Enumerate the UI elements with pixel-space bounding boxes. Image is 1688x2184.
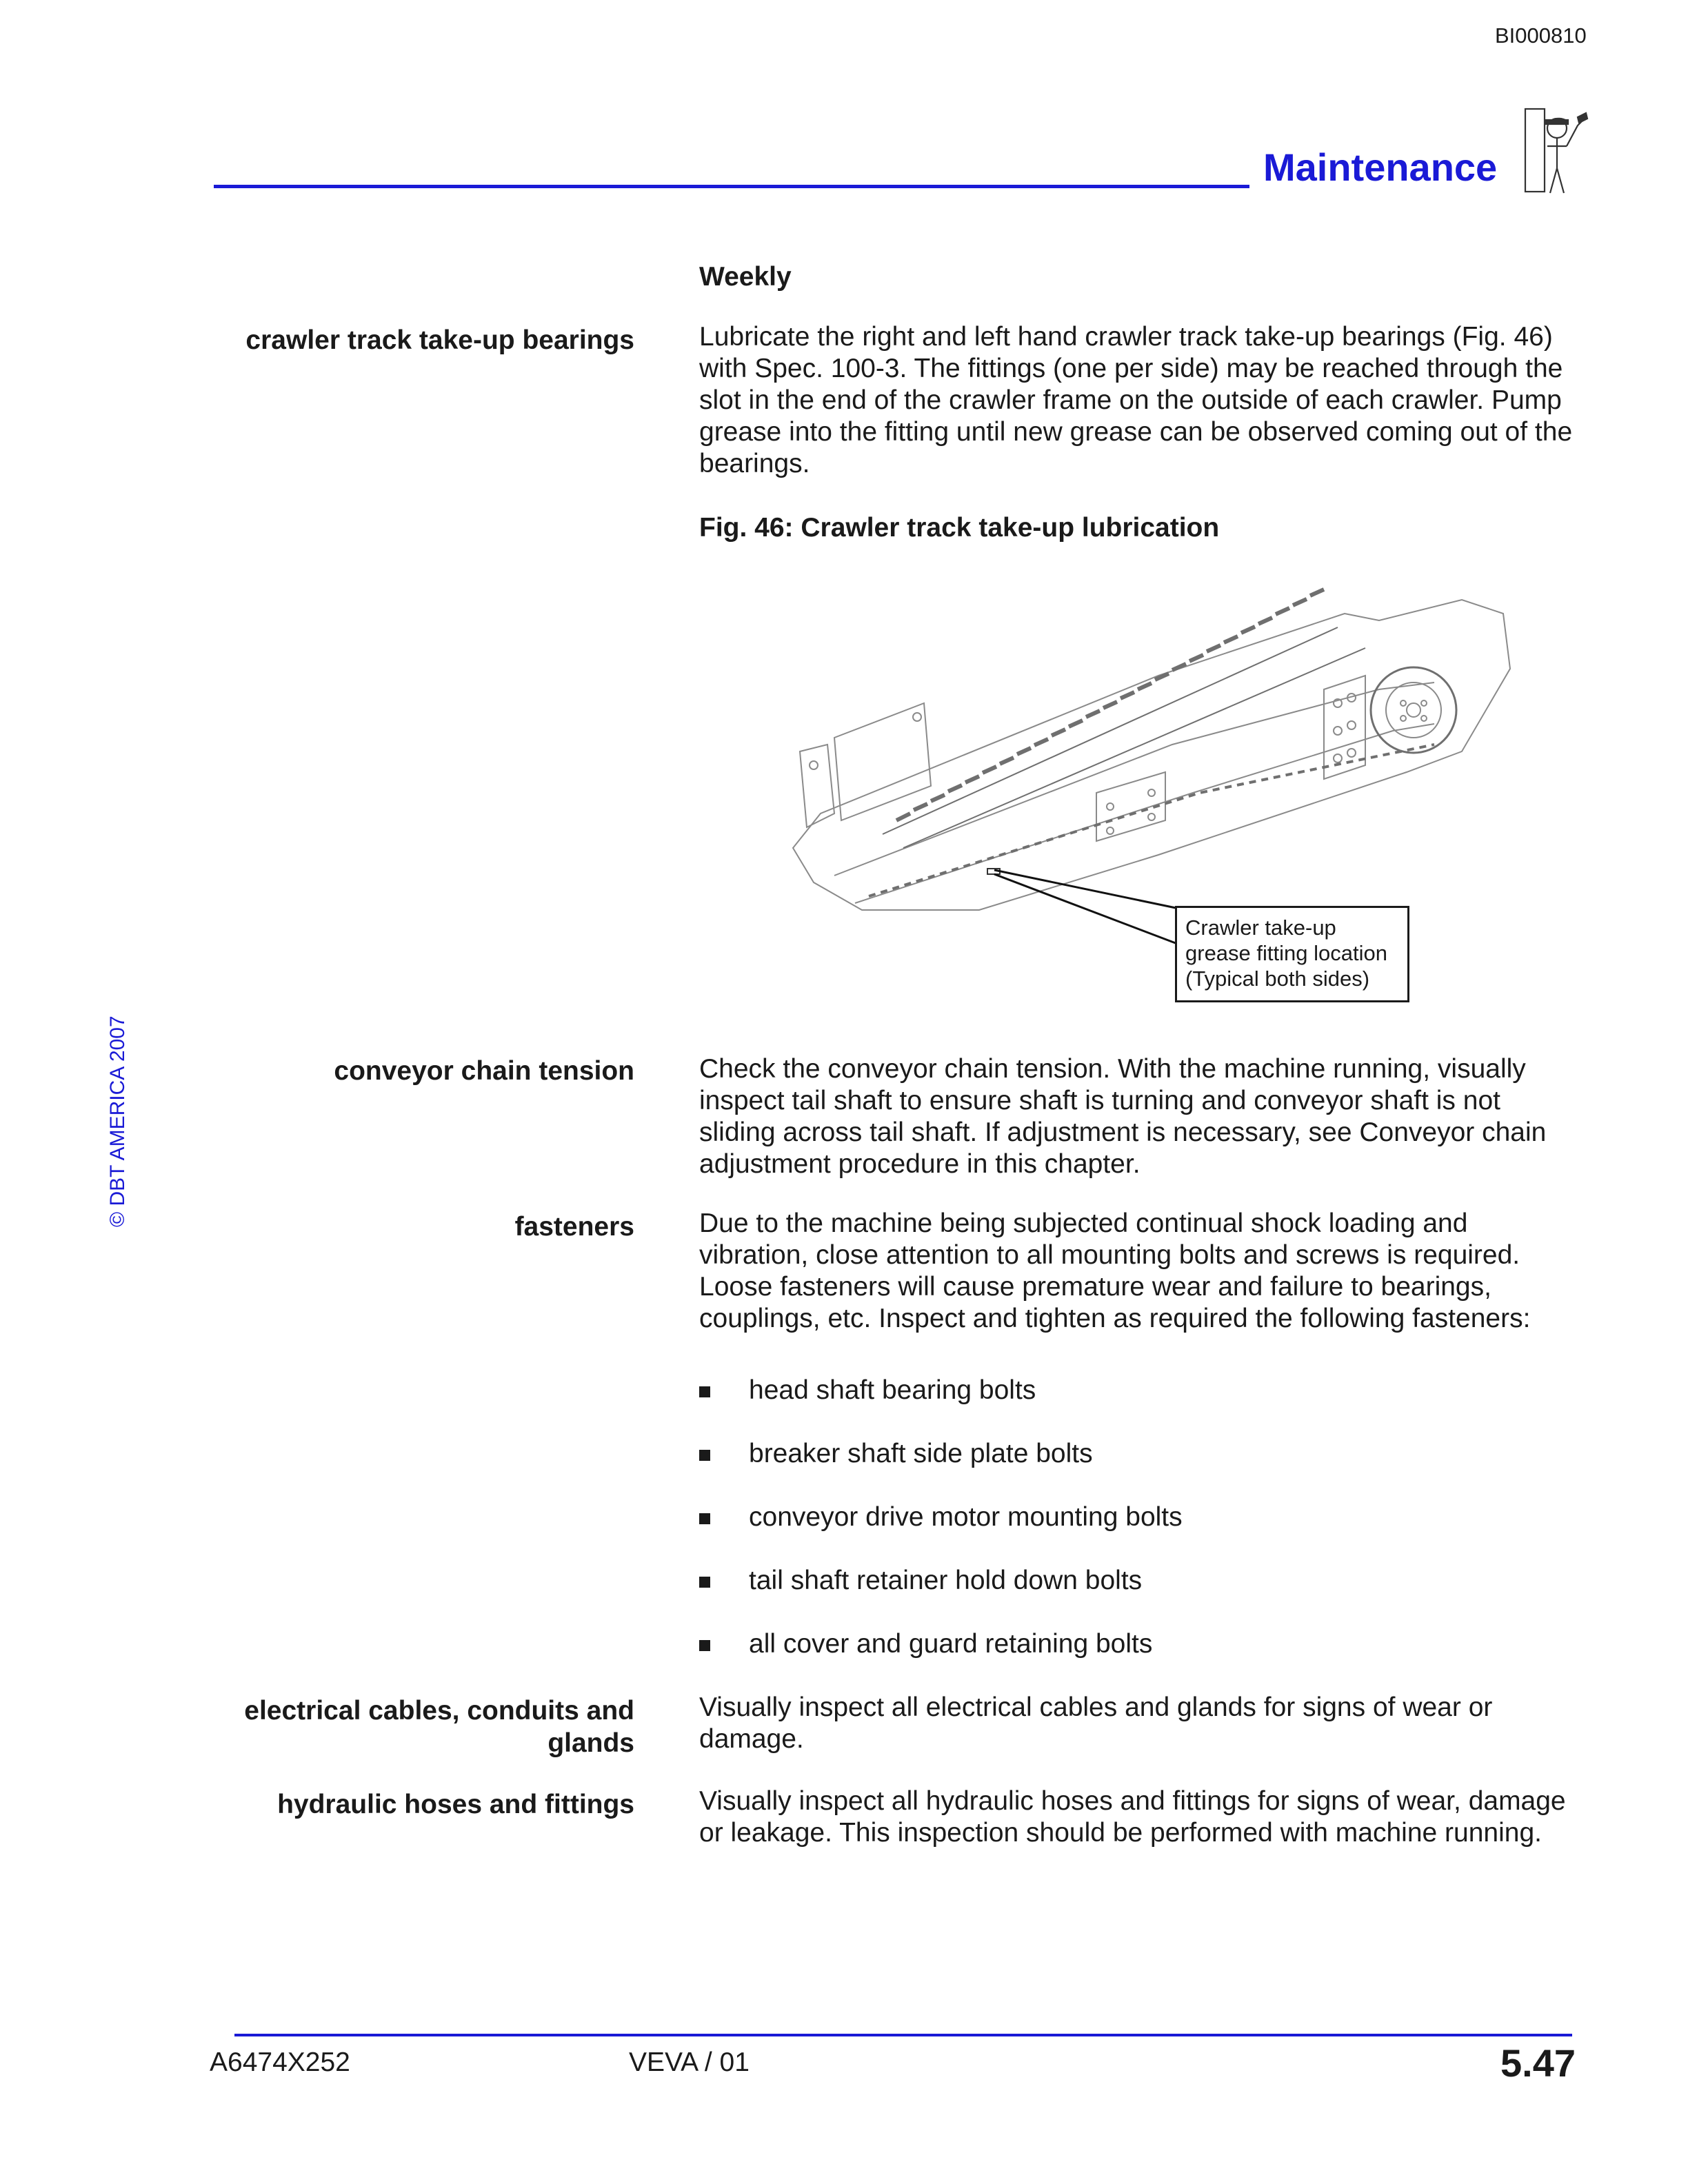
list-item (699, 1375, 1583, 1438)
callout-line-1: Crawler take-up (1185, 916, 1336, 940)
revision: VEVA / 01 (629, 2048, 750, 2077)
list-item (699, 1438, 1583, 1502)
bullet-icon (699, 1450, 710, 1461)
list-item (699, 1502, 1583, 1565)
copyright-notice: © DBT AMERICA 2007 (106, 1015, 129, 1227)
weekly-heading: Weekly (699, 262, 792, 292)
callout-line-3: (Typical both sides) (1185, 967, 1370, 991)
crawler-track-figure (772, 586, 1545, 1013)
fasteners-text: Due to the machine being subjected continual shock loading and vibration, close attention to all mounting bolts and screws is required. Loose fasteners will cause premature wear and failure to bearings, couplings, etc. Inspect and tighten as required the following fasteners: (699, 1209, 1531, 1333)
list-item-text: conveyor drive motor mounting bolts (749, 1502, 1183, 1532)
footer-rule (234, 2034, 1572, 2036)
fasteners-list (699, 1375, 1583, 1692)
bullet-icon (699, 1577, 710, 1588)
document-id: BI000810 (1495, 23, 1587, 48)
electrical-label-line-1: electrical cables, conduits and (244, 1696, 634, 1726)
conveyor-chain-label: conveyor chain tension (334, 1056, 634, 1086)
crawler-bearings-text: Lubricate the right and left hand crawler track take-up bearings (Fig. 46) with Spec. 100-3. The fittings (one per side) may be reached through the slot in the end of the crawler frame on the outside of each crawler. Pump grease into the fitting until new grease can be observed coming out of the bearings. (699, 322, 1573, 478)
hydraulic-hoses-label: hydraulic hoses and fittings (277, 1790, 634, 1819)
mechanic-icon (1523, 105, 1590, 199)
crawler-bearings-label: crawler track take-up bearings (245, 325, 634, 355)
list-item-text: all cover and guard retaining bolts (749, 1629, 1153, 1659)
electrical-label-line-2: glands (547, 1728, 634, 1758)
header-rule (214, 185, 1249, 188)
conveyor-chain-text: Check the conveyor chain tension. With the machine running, visually inspect tail shaft to ensure shaft is turning and conveyor shaft is not sliding across tail shaft. If adjustment is necessary, see Conveyor chain adjustment procedure in this chapter. (699, 1054, 1547, 1179)
bullet-icon (699, 1640, 710, 1651)
fasteners-label: fasteners (514, 1212, 634, 1242)
hydraulic-hoses-text: Visually inspect all hydraulic hoses and fittings for signs of wear, damage or leakage. This inspection should be performed with machine running. (699, 1786, 1566, 1848)
bullet-icon (699, 1386, 710, 1397)
list-item (699, 1565, 1583, 1628)
electrical-cables-text: Visually inspect all electrical cables and glands for signs of wear or damage. (699, 1692, 1493, 1754)
list-item (699, 1628, 1583, 1692)
grease-fitting-callout (1175, 906, 1409, 1002)
list-item-text: breaker shaft side plate bolts (749, 1439, 1093, 1468)
callout-line-2: grease fitting location (1185, 941, 1387, 965)
list-item-text: tail shaft retainer hold down bolts (749, 1566, 1143, 1595)
list-item-text: head shaft bearing bolts (749, 1375, 1036, 1405)
part-number: A6474X252 (210, 2048, 350, 2077)
bullet-icon (699, 1513, 710, 1524)
figure-caption: Fig. 46: Crawler track take-up lubrication (699, 513, 1220, 543)
page-number: 5.47 (1500, 2041, 1576, 2085)
section-title: Maintenance (1263, 145, 1498, 189)
electrical-cables-label (214, 1695, 634, 1759)
